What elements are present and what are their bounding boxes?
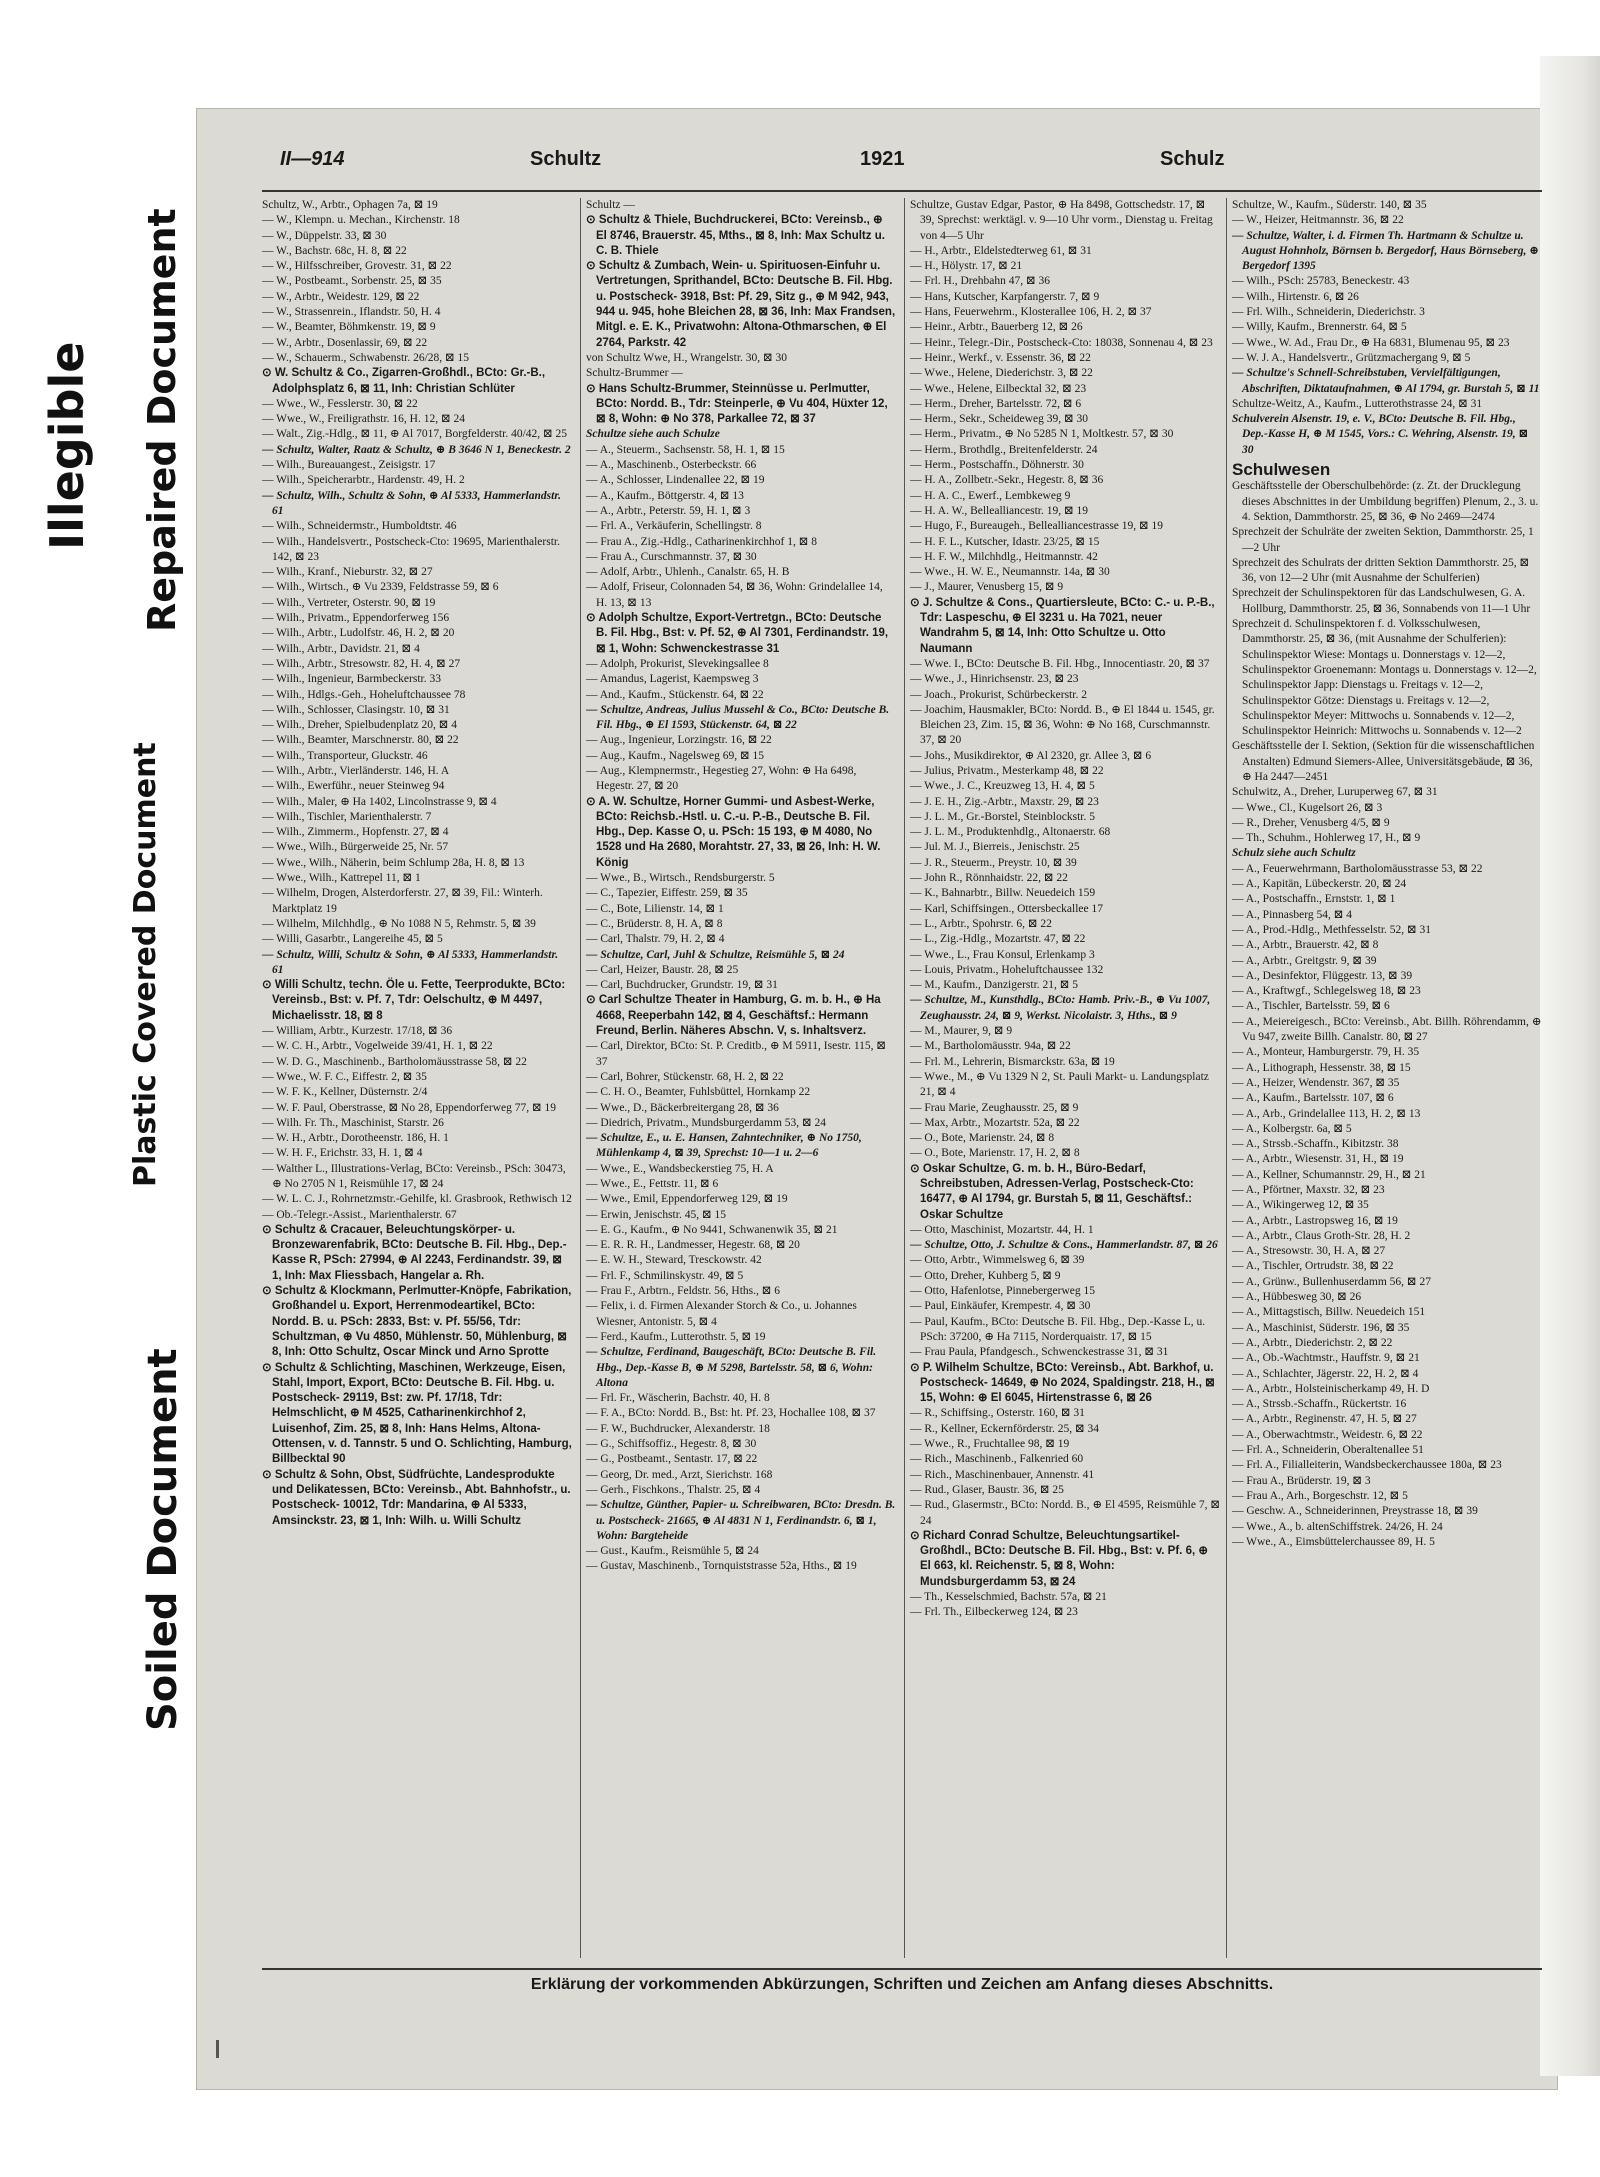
directory-entry: Schultze, W., Kaufm., Süderstr. 140, ⊠ 35: [1232, 199, 1427, 211]
directory-entry: ⊙ Willi Schultz, techn. Öle u. Fette, Teerprodukte, BCto: Vereinsb., Bst: v. Pf. 7, Tdr: Oelschultz, ⊕ M 4497, Michaelisstr. 18, ⊠ 8: [262, 979, 566, 1022]
directory-entry: — A., Kaufm., Bartelsstr. 107, ⊠ 6: [1232, 1092, 1394, 1105]
directory-entry: — A., Kellner, Schumannstr. 29, H., ⊠ 21: [1232, 1168, 1426, 1181]
directory-entry: — Th., Kesselschmied, Bachstr. 57a, ⊠ 21: [910, 1591, 1107, 1604]
directory-entry: — Ob.-Telegr.-Assist., Marienthalerstr. 67: [262, 1208, 457, 1221]
directory-entry: ⊙ Schultz & Cracauer, Beleuchtungskörper- u. Bronzewarenfabrik, BCto: Deutsche B. Fil. Hbg., Dep.-Kasse R, PSch: 27994, ⊕ Al 2243, Ferdinandstr. 39, ⊠ 1, Inh: Max Fliessbach, Hangelar a. Rh.: [262, 1223, 567, 1282]
directory-entry: — Diedrich, Privatm., Mundsburgerdamm 53, ⊠ 24: [586, 1116, 827, 1129]
directory-entry: — W., Arbtr., Dosenlassir, 69, ⊠ 22: [262, 336, 428, 349]
page-number: II—914: [280, 148, 345, 170]
directory-entry: — Felix, i. d. Firmen Alexander Storch & Co., u. Johannes Wiesner, Antonistr. 5, ⊠ 4: [586, 1300, 857, 1328]
label-repaired-document: Repaired Document: [140, 208, 184, 632]
directory-entry: — A., Heizer, Wendenstr. 367, ⊠ 35: [1232, 1076, 1400, 1089]
label-plastic-covered-document: Plastic Covered Document: [128, 742, 163, 1188]
directory-entry: — W. F. Paul, Oberstrasse, ⊠ No 28, Eppendorferweg 77, ⊠ 19: [262, 1101, 556, 1114]
directory-entry: — J. R., Steuerm., Preystr. 10, ⊠ 39: [910, 856, 1077, 869]
directory-entry: — Schultze, M., Kunsthdlg., BCto: Hamb. Priv.-B., ⊕ Vu 1007, Zeughausstr. 24, ⊠ 9, Werkst. Nicolaistr. 3, Hths., ⊠ 9: [910, 994, 1211, 1022]
page-header: [280, 148, 1540, 176]
directory-entry: — Wwe., M., ⊕ Vu 1329 N 2, St. Pauli Markt- u. Landungsplatz 21, ⊠ 4: [910, 1070, 1209, 1099]
directory-entry: — Willy, Kaufm., Brennerstr. 64, ⊠ 5: [1232, 321, 1407, 334]
directory-entry: — H. A. W., Bellealliancestr. 19, ⊠ 19: [910, 504, 1088, 517]
directory-entry: — Frau A., Brüderstr. 19, ⊠ 3: [1232, 1474, 1371, 1487]
pencil-mark: [216, 2040, 219, 2058]
directory-entry: — Wwe., Helene, Eilbecktal 32, ⊠ 23: [910, 382, 1087, 395]
directory-entry: — J., Maurer, Venusberg 15, ⊠ 9: [910, 581, 1064, 594]
directory-entry: — H. F. L., Kutscher, Idastr. 23/25, ⊠ 15: [910, 535, 1100, 548]
directory-entry: — Jul. M. J., Bierreis., Jenischstr. 25: [910, 841, 1080, 854]
scan-edge: [1540, 56, 1600, 2076]
directory-entry: — H. F. W., Milchhdlg., Heitmannstr. 42: [910, 550, 1098, 563]
directory-entry: — Gust., Kaufm., Reismühle 5, ⊠ 24: [586, 1545, 759, 1558]
directory-entry: Schulverein Alsenstr. 19, e. V., BCto: Deutsche B. Fil. Hbg., Dep.-Kasse H, ⊕ M 1545, Vors.: C. Wehring, Alsenstr. 19, ⊠ 30: [1232, 413, 1529, 456]
label-soiled-document: Soiled Document: [140, 1348, 186, 1732]
directory-entry: — Aug., Ingenieur, Lorzingstr. 16, ⊠ 22: [586, 734, 772, 747]
directory-entry: Sprechzeit des Schulrats der dritten Sektion Dammthorstr. 25, ⊠ 36, von 12—2 Uhr (mit Ausnahme der Schulferien): [1232, 556, 1530, 585]
directory-entry: — Adolf, Friseur, Colonnaden 54, ⊠ 36, Wohn: Grindelallee 14, H. 13, ⊠ 13: [586, 581, 883, 609]
directory-entry: — K., Bahnarbtr., Billw. Neuedeich 159: [910, 887, 1096, 900]
directory-entry: — Wwe., A., Eimsbüttelerchaussee 89, H. 5: [1232, 1535, 1435, 1548]
directory-column-3: [910, 198, 1220, 1958]
directory-entry: — A., Arbtr., Claus Groth-Str. 28, H. 2: [1232, 1229, 1411, 1242]
directory-column-2: [586, 198, 896, 1958]
directory-entry: — Georg, Dr. med., Arzt, Sierichstr. 168: [586, 1468, 773, 1481]
directory-entry: — Wilh., Arbtr., Vierländerstr. 146, H. A: [262, 764, 450, 777]
directory-entry: — Hans, Kutscher, Karpfangerstr. 7, ⊠ 9: [910, 290, 1100, 303]
directory-entry: — W. H., Arbtr., Dorotheenstr. 186, H. 1: [262, 1132, 449, 1145]
directory-entry: — O., Bote, Marienstr. 24, ⊠ 8: [910, 1132, 1055, 1145]
directory-entry: — A., Kraftwgf., Schlegelsweg 18, ⊠ 23: [1232, 985, 1421, 998]
directory-entry: — Schultze, Günther, Papier- u. Schreibwaren, BCto: Dresdn. B. u. Postscheck- 21665, ⊕ Al 4831 N 1, Ferdinandstr. 6, ⊠ 1, Wohn: Bargteheide: [586, 1499, 896, 1542]
directory-entry: — Frl. F., Schmilinskystr. 49, ⊠ 5: [586, 1269, 744, 1282]
directory-entry: — Gerh., Fischkons., Thalstr. 25, ⊠ 4: [586, 1483, 761, 1496]
directory-entry: — Wwe., Helene, Diederichstr. 3, ⊠ 22: [910, 367, 1093, 380]
directory-column-1: [262, 198, 572, 1958]
directory-entry: — And., Kaufm., Stückenstr. 64, ⊠ 22: [586, 688, 764, 701]
directory-entry: — Wilh., Wirtsch., ⊕ Vu 2339, Feldstrasse 59, ⊠ 6: [262, 581, 499, 594]
directory-entry: — Wwe. I., BCto: Deutsche B. Fil. Hbg., Innocentiastr. 20, ⊠ 37: [910, 657, 1210, 670]
directory-entry: — F. A., BCto: Nordd. B., Bst: ht. Pf. 23, Hochallee 108, ⊠ 37: [586, 1407, 876, 1420]
directory-entry: Schultz-Brummer —: [586, 367, 683, 380]
directory-entry: — A., Feuerwehrmann, Bartholomäusstrasse 53, ⊠ 22: [1232, 862, 1483, 875]
directory-entry: — C., Brüderstr. 8, H. A, ⊠ 8: [586, 917, 723, 930]
directory-entry: — William, Arbtr., Kurzestr. 17/18, ⊠ 36: [262, 1025, 453, 1038]
directory-entry: — Herm., Postschaffn., Döhnerstr. 30: [910, 459, 1084, 472]
directory-entry: — Wwe., J., Hinrichsenstr. 23, ⊠ 23: [910, 673, 1079, 686]
directory-entry: — Frl. Th., Eilbeckerweg 124, ⊠ 23: [910, 1606, 1078, 1619]
directory-entry: — Louis, Privatm., Hoheluftchaussee 132: [910, 963, 1104, 976]
directory-entry: — Carl, Bohrer, Stückenstr. 68, H. 2, ⊠ 22: [586, 1070, 784, 1083]
directory-entry: — Aug., Klempnermstr., Hegestieg 27, Wohn: ⊕ Ha 6498, Hegestr. 27, ⊠ 20: [586, 764, 857, 793]
directory-entry: — A., Steuerm., Sachsenstr. 58, H. 1, ⊠ 15: [586, 443, 785, 456]
directory-entry: — H. A. C., Ewerf., Lembkeweg 9: [910, 489, 1071, 502]
directory-entry: — A., Arb., Grindelallee 113, H. 2, ⊠ 13: [1232, 1107, 1421, 1120]
directory-entry: — Wilh., PSch: 25783, Beneckestr. 43: [1232, 275, 1410, 288]
directory-entry: — A., Arbtr., Wiesenstr. 31, H., ⊠ 19: [1232, 1153, 1404, 1166]
directory-entry: — Wilh., Handelsvertr., Postscheck-Cto: 19695, Marienthalerstr. 142, ⊠ 23: [262, 535, 560, 563]
directory-entry: — Schultze, Ferdinand, Baugeschäft, BCto: Deutsche B. Fil. Hbg., Dep.-Kasse B, ⊕ M 5298, Bartelsstr. 58, ⊠ 6, Wohn: Altona: [586, 1346, 877, 1389]
directory-entry: — Frl. H., Drehbahn 47, ⊠ 36: [910, 275, 1050, 288]
directory-entry: — A., Mittagstisch, Billw. Neuedeich 151: [1232, 1306, 1426, 1319]
header-right-word: Schulz: [1160, 148, 1225, 170]
directory-entry: — Otto, Maschinist, Mozartstr. 44, H. 1: [910, 1223, 1094, 1236]
directory-entry: — Wilh., Hirtenstr. 6, ⊠ 26: [1232, 290, 1359, 303]
directory-entry: — Rud., Glaser, Baustr. 36, ⊠ 25: [910, 1483, 1064, 1496]
directory-entry: — Wwe., Cl., Kugelsort 26, ⊠ 3: [1232, 801, 1383, 814]
directory-entry: — W. F. K., Kellner, Düsternstr. 2/4: [262, 1086, 428, 1099]
directory-entry: — Wwe., Wilh., Kattrepel 11, ⊠ 1: [262, 872, 421, 885]
footer-rule: [262, 1968, 1542, 1970]
directory-entry: — Wwe., Wilh., Bürgerweide 25, Nr. 57: [262, 841, 449, 854]
directory-entry: Sprechzeit d. Schulinspektoren f. d. Volksschulwesen, Dammthorstr. 25, ⊠ 36, (mit Ausnahme der Schulferien): Schulinspektor Wiese: Montags u. Donnerstags v. 12—2, Schulinspektor Groenemann: Montags u. Donnerstags v. 12—2, Schulinspektor Japp: Dienstags u. Freitags v. 12—2, Schulinspektor Götze: Dienstags u. Freitags v. 12—2, Schulinspektor Meyer: Mittwochs u. Sonnabends v. 12—2, Schulinspektor Heinrich: Mittwochs u. Sonnabends v. 12—2: [1232, 618, 1537, 738]
directory-entry: — Wilh., Arbtr., Ludolfstr. 46, H. 2, ⊠ 20: [262, 627, 455, 640]
directory-entry: — Hugo, F., Bureaugeh., Bellealliancestrasse 19, ⊠ 19: [910, 520, 1164, 533]
directory-entry: ⊙ Schultz & Sohn, Obst, Südfrüchte, Landesprodukte und Delikatessen, BCto: Vereinsb., Abt. Bahnhofstr., u. Postscheck- 10012, Tdr: Mandarina, ⊕ Al 5333, Amsinckstr. 23, ⊠ 1, Inh: Wilh. u. Willi Schultz: [262, 1468, 571, 1527]
directory-entry: von Schultz Wwe, H., Wrangelstr. 30, ⊠ 30: [586, 351, 788, 364]
directory-entry: — A., Strssb.-Schaffn., Rückertstr. 16: [1232, 1398, 1407, 1411]
directory-entry: — J. E. H., Zig.-Arbtr., Maxstr. 29, ⊠ 23: [910, 795, 1099, 808]
directory-entry: Schultze-Weitz, A., Kaufm., Lutterothstrasse 24, ⊠ 31: [1232, 397, 1483, 410]
directory-entry: — Paul, Einkäufer, Krempestr. 4, ⊠ 30: [910, 1300, 1091, 1313]
directory-entry: ⊙ Carl Schultze Theater in Hamburg, G. m. b. H., ⊕ Ha 4668, Reeperbahn 142, ⊠ 4, Geschäftsf.: Hermann Freund, Berlin. Näheres Abschn. V, s. Inhaltsverz.: [586, 994, 881, 1038]
directory-entry: — A., Schlosser, Lindenallee 22, ⊠ 19: [586, 474, 765, 487]
directory-entry: Schultz, W., Arbtr., Ophagen 7a, ⊠ 19: [262, 199, 438, 211]
directory-entry: — A., Postschaffn., Ernststr. 1, ⊠ 1: [1232, 893, 1396, 906]
directory-entry: — Max, Arbtr., Mozartstr. 52a, ⊠ 22: [910, 1116, 1080, 1129]
directory-entry: — Geschw. A., Schneiderinnen, Preystrasse 18, ⊠ 39: [1232, 1505, 1478, 1518]
directory-entry: — Wwe., L., Frau Konsul, Erlenkamp 3: [910, 948, 1095, 961]
directory-entry: — Otto, Hafenlotse, Pinnebergerweg 15: [910, 1285, 1096, 1298]
directory-entry: — Schultz, Wilh., Schultz & Sohn, ⊕ Al 5333, Hammerlandstr. 61: [262, 489, 562, 517]
directory-entry: — Wilh., Maler, ⊕ Ha 1402, Lincolnstrasse 9, ⊠ 4: [262, 795, 497, 808]
directory-entry: — W. C. H., Arbtr., Vogelweide 39/41, H. 1, ⊠ 22: [262, 1040, 493, 1053]
directory-entry: — W., Düppelstr. 33, ⊠ 30: [262, 229, 387, 242]
directory-entry: — Wwe., Wilh., Näherin, beim Schlump 28a, H. 8, ⊠ 13: [262, 856, 525, 869]
directory-entry: Schulwitz, A., Dreher, Luruperweg 67, ⊠ 31: [1232, 786, 1438, 799]
header-rule: [262, 190, 1542, 192]
directory-entry: — Rich., Maschinenbauer, Annenstr. 41: [910, 1468, 1095, 1481]
directory-entry: ⊙ Schultz & Schlichting, Maschinen, Werkzeuge, Eisen, Stahl, Import, Export, BCto: Deutsche B. Fil. Hbg. u. Postscheck- 29119, Bst: zw. Pf. 17/18, Tdr: Helmschlicht, ⊕ M 4525, Catharinenkirchhof 2, Luisenhof, Zim. 25, ⊠ 8, Inh: Hans Helms, Altona-Ottensen, v. d. Tannstr. 5 und O. Schlichting, Hamburg, Billbecktal 90: [262, 1361, 572, 1466]
directory-entry: Geschäftsstelle der Oberschulbehörde: (z. Zt. der Drucklegung dieses Abschnittes in der Umbildung begriffen) Plenum, 2., 3. u. 4. Sektion, Dammthorstr. 25, ⊠ 36, ⊕ No 2469—2474: [1232, 480, 1539, 523]
directory-entry: — Heinr., Arbtr., Bauerberg 12, ⊠ 26: [910, 321, 1083, 334]
directory-entry: — A., Arbtr., Lastropsweg 16, ⊠ 19: [1232, 1214, 1398, 1227]
directory-entry: — Frl. A., Filialleiterin, Wandsbeckerchaussee 180a, ⊠ 23: [1232, 1459, 1502, 1472]
directory-entry: — Frl. Wilh., Schneiderin, Diederichstr. 3: [1232, 306, 1425, 319]
directory-entry: — A., Arbtr., Reginenstr. 47, H. 5, ⊠ 27: [1232, 1413, 1417, 1426]
directory-entry: — W., Bachstr. 68c, H. 8, ⊠ 22: [262, 244, 407, 257]
directory-entry: — A., Arbtr., Holsteinischerkamp 49, H. D: [1232, 1382, 1430, 1395]
directory-entry: — Frau Marie, Zeughausstr. 25, ⊠ 9: [910, 1101, 1079, 1114]
directory-entry: — A., Hübbesweg 30, ⊠ 26: [1232, 1291, 1362, 1304]
directory-entry: — G., Schiffsoffiz., Hegestr. 8, ⊠ 30: [586, 1438, 757, 1451]
directory-entry: ⊙ Hans Schultz-Brummer, Steinnüsse u. Perlmutter, BCto: Nordd. B., Tdr: Steinperle, ⊕ Vu 404, Hüxter 12, ⊠ 8, Wohn: ⊕ No 378, Parkallee 72, ⊠ 37: [586, 382, 888, 426]
directory-entry: ⊙ Oskar Schultze, G. m. b. H., Büro-Bedarf, Schreibstuben, Adressen-Verlag, Postscheck-Cto: 16477, ⊕ Al 1794, gr. Burstah 5, ⊠ 11, Geschäftsf.: Oskar Schultze: [910, 1162, 1194, 1221]
directory-entry: — Karl, Schiffsingen., Ottersbeckallee 17: [910, 902, 1103, 915]
directory-entry: — Wwe., W. F. C., Eiffestr. 2, ⊠ 35: [262, 1070, 427, 1083]
directory-entry: — R., Schiffsing., Osterstr. 160, ⊠ 31: [910, 1407, 1085, 1420]
directory-entry: — Wwe., H. W. E., Neumannstr. 14a, ⊠ 30: [910, 566, 1110, 579]
directory-entry: Sprechzeit der Schulinspektoren für das Landschulwesen, G. A. Hollburg, Dammthorstr. 25, ⊠ 36, Sonnabends von 11—1 Uhr: [1232, 587, 1531, 615]
directory-entry: — H., Hölystr. 17, ⊠ 21: [910, 260, 1023, 273]
directory-entry: — Wwe., E., Wandsbeckerstieg 75, H. A: [586, 1162, 774, 1175]
directory-entry: — M., Bartholomäusstr. 94a, ⊠ 22: [910, 1040, 1071, 1053]
directory-entry: Schultze siehe auch Schulze: [586, 428, 720, 441]
directory-entry: — A., Pförtner, Maxstr. 32, ⊠ 23: [1232, 1184, 1385, 1196]
directory-entry: — L., Arbtr., Spohrstr. 6, ⊠ 22: [910, 917, 1052, 930]
directory-entry: — A., Lithograph, Hessenstr. 38, ⊠ 15: [1232, 1061, 1411, 1074]
directory-entry: — O., Bote, Marienstr. 17, H. 2, ⊠ 8: [910, 1147, 1080, 1160]
directory-entry: — A., Kapitän, Lübeckerstr. 20, ⊠ 24: [1232, 878, 1407, 891]
directory-entry: — Wwe., W., Freiligrathstr. 16, H. 12, ⊠ 24: [262, 413, 465, 426]
directory-entry: — A., Kolbergstr. 6a, ⊠ 5: [1232, 1122, 1352, 1135]
directory-entry: — Herm., Dreher, Bartelsstr. 72, ⊠ 6: [910, 397, 1082, 410]
directory-entry: — Wilh., Zimmerm., Hopfenstr. 27, ⊠ 4: [262, 826, 449, 839]
directory-entry: — A., Arbtr., Brauerstr. 42, ⊠ 8: [1232, 939, 1379, 952]
directory-entry: — W., Klempn. u. Mechan., Kirchenstr. 18: [262, 214, 460, 227]
directory-entry: — Wilh., Arbtr., Stresowstr. 82, H. 4, ⊠ 27: [262, 657, 461, 670]
directory-entry: — J. L. M., Produktenhdlg., Altonaerstr. 68: [910, 826, 1111, 839]
directory-entry: — Wwe., E., Fettstr. 11, ⊠ 6: [586, 1178, 719, 1190]
directory-entry: Geschäftsstelle der I. Sektion, (Sektion für die wissenschaftlichen Anstalten) Edmund Siemers-Allee, Universitätsgebäude, ⊠ 36, ⊕ Ha 2447—2451: [1232, 740, 1535, 783]
directory-entry: — R., Kellner, Eckernförderstr. 25, ⊠ 34: [910, 1422, 1099, 1435]
directory-entry: — Herm., Brothdlg., Breitenfelderstr. 24: [910, 443, 1098, 456]
directory-entry: — A., Tischler, Ortrudstr. 38, ⊠ 22: [1232, 1260, 1394, 1273]
directory-entry: — Schultze, Carl, Juhl & Schultze, Reismühle 5, ⊠ 24: [586, 948, 845, 961]
directory-entry: — W., Beamter, Böhmkenstr. 19, ⊠ 9: [262, 321, 436, 334]
directory-entry: — W., Hilfsschreiber, Grovestr. 31, ⊠ 22: [262, 260, 452, 273]
directory-entry: — Erwin, Jenischstr. 45, ⊠ 15: [586, 1208, 726, 1221]
directory-entry: Schultze, Gustav Edgar, Pastor, ⊕ Ha 8498, Gottschedstr. 17, ⊠ 39, Sprechst: werktägl. v. 9—10 Uhr vorm., Dienstag u. Freitag von 4—5 Uhr: [910, 199, 1213, 242]
directory-entry: — Wilh., Privatm., Eppendorferweg 156: [262, 612, 450, 625]
directory-entry: — Walther L., Illustrations-Verlag, BCto: Vereinsb., PSch: 30473, ⊕ No 2705 N 1, Reismühle 17, ⊠ 24: [262, 1162, 566, 1190]
directory-entry: — Walt., Zig.-Hdlg., ⊠ 11, ⊕ Al 7017, Borgfelderstr. 40/42, ⊠ 25: [262, 428, 568, 441]
directory-entry: — A., Desinfektor, Flüggestr. 13, ⊠ 39: [1232, 969, 1413, 982]
directory-entry: — Wilhelm, Drogen, Alsterdorferstr. 27, ⊠ 39, Fil.: Winterh. Marktplatz 19: [262, 887, 543, 915]
directory-entry: ⊙ Adolph Schultze, Export-Vertretgn., BCto: Deutsche B. Fil. Hbg., Bst: v. Pf. 52, ⊕ Al 7301, Ferdinandstr. 19, ⊠ 1, Wohn: Schwenckestrasse 31: [586, 612, 889, 655]
directory-entry: — A., Arbtr., Greitgstr. 9, ⊠ 39: [1232, 954, 1377, 967]
directory-entry: ⊙ J. Schultze & Cons., Quartiersleute, BCto: C.- u. P.-B., Tdr: Laspeschu, ⊕ El 3231 u. Ha 7021, neuer Wandrahm 5, ⊠ 14, Inh: Otto Schultze u. Otto Naumann: [910, 596, 1215, 655]
directory-entry: — A., Ob.-Wachtmstr., Hauffstr. 9, ⊠ 21: [1232, 1352, 1420, 1365]
directory-entry: — Wilh., Arbtr., Davidstr. 21, ⊠ 4: [262, 642, 420, 655]
directory-entry: — F. W., Buchdrucker, Alexanderstr. 18: [586, 1422, 770, 1435]
directory-entry: — Herm., Privatm., ⊕ No 5285 N 1, Moltkestr. 57, ⊠ 30: [910, 428, 1174, 441]
directory-entry: — Frl. A., Verkäuferin, Schellingstr. 8: [586, 520, 762, 533]
directory-entry: — Aug., Kaufm., Nagelsweg 69, ⊠ 15: [586, 749, 764, 762]
header-year: 1921: [860, 148, 905, 170]
directory-entry: — Schultz, Willi, Schultz & Sohn, ⊕ Al 5333, Hammerlandstr. 61: [262, 948, 559, 976]
directory-entry: — A., Pinnasberg 54, ⊠ 4: [1232, 908, 1352, 921]
directory-entry: — A., Grünw., Bullenhuserdamm 56, ⊠ 27: [1232, 1275, 1431, 1288]
column-divider: [580, 198, 581, 1958]
directory-entry: — Wwe., A., b. altenSchiffstrek. 24/26, H. 24: [1232, 1520, 1443, 1533]
directory-entry: — Schultze's Schnell-Schreibstuben, Vervielfältigungen, Abschriften, Diktataufnahmen, ⊕ Al 1794, gr. Burstah 5, ⊠ 11: [1232, 367, 1540, 395]
directory-entry: — C., Bote, Lilienstr. 14, ⊠ 1: [586, 902, 724, 915]
directory-entry: — Wilhelm, Milchhdlg., ⊕ No 1088 N 5, Rehmstr. 5, ⊠ 39: [262, 917, 536, 930]
directory-entry: — A., Wikingerweg 12, ⊠ 35: [1232, 1199, 1369, 1212]
directory-entry: — W., Strassenrein., Iflandstr. 50, H. 4: [262, 306, 441, 319]
directory-entry: — Adolph, Prokurist, Slevekingsallee 8: [586, 657, 769, 670]
directory-entry: — W., Arbtr., Weidestr. 129, ⊠ 22: [262, 290, 420, 303]
directory-entry: — John R., Rönnhaidstr. 22, ⊠ 22: [910, 872, 1068, 885]
directory-entry: — W. D. G., Maschinenb., Bartholomäusstrasse 58, ⊠ 22: [262, 1055, 527, 1068]
directory-entry: — W., Schauerm., Schwabenstr. 26/28, ⊠ 15: [262, 351, 470, 364]
directory-entry: — Schultze, Otto, J. Schultze & Cons., Hammerlandstr. 87, ⊠ 26: [910, 1239, 1218, 1252]
directory-entry: — A., Stresowstr. 30, H. A, ⊠ 27: [1232, 1245, 1386, 1258]
directory-entry: — Wilh., Ewerführ., neuer Steinweg 94: [262, 780, 445, 793]
directory-entry: ⊙ Schultz & Thiele, Buchdruckerei, BCto: Vereinsb., ⊕ El 8746, Brauerstr. 45, Mths., ⊠ 8, Inh: Max Schultz u. C. B. Thiele: [586, 214, 885, 257]
directory-entry: Schulz siehe auch Schultz: [1232, 847, 1356, 860]
directory-entry: ⊙ Schultz & Zumbach, Wein- u. Spirituosen-Einfuhr u. Vertretungen, Sprithandel, BCto: Deutsche B. Fil. Hbg. u. Postscheck- 3918, Bst: Pf. 29, Sitz g., ⊕ M 942, 943, 944 u. 945, hohe Bleichen 28, ⊠ 36, Inh: Max Frandsen, Mitgl. e. E. K., Privatwohn: Altona-Othmarschen, ⊕ El 2764, Parkstr. 42: [586, 260, 896, 349]
directory-entry: — Adolf, Arbtr., Uhlenh., Canalstr. 65, H. B: [586, 566, 790, 579]
directory-entry: — M., Kaufm., Danzigerstr. 21, ⊠ 5: [910, 979, 1079, 992]
directory-entry: — C. H. O., Beamter, Fuhlsbüttel, Hornkamp 22: [586, 1086, 811, 1099]
directory-entry: Schultz —: [586, 199, 635, 211]
directory-entry: — Frl. A., Schneiderin, Oberaltenallee 51: [1232, 1444, 1424, 1457]
directory-entry: — Carl, Buchdrucker, Grundstr. 19, ⊠ 31: [586, 979, 778, 992]
directory-entry: — Wilh., Beamter, Marschnerstr. 80, ⊠ 22: [262, 734, 459, 747]
directory-entry: — Frau A., Zig.-Hdlg., Catharinenkirchhof 1, ⊠ 8: [586, 535, 817, 548]
directory-entry: — W., Postbeamt., Sorbenstr. 25, ⊠ 35: [262, 275, 442, 288]
directory-entry: — Frau F., Arbtrn., Feldstr. 56, Hths., ⊠ 6: [586, 1285, 781, 1298]
directory-entry: — Wilh. Fr. Th., Maschinist, Starstr. 26: [262, 1116, 444, 1129]
column-divider: [1226, 198, 1227, 1958]
directory-entry: ⊙ Richard Conrad Schultze, Beleuchtungsartikel-Großhdl., BCto: Deutsche B. Fil. Hbg., Bst: v. Pf. 6, ⊕ El 663, kl. Reichenstr. 5, ⊠ 8, Wohn: Mundsburgerdamm 53, ⊠ 24: [910, 1529, 1208, 1588]
directory-entry: — Schultze, E., u. E. Hansen, Zahntechniker, ⊕ No 1750, Mühlenkamp 4, ⊠ 39, Sprechst: 10—1 u. 2—6: [586, 1132, 862, 1160]
directory-entry: — Wilh., Hdlgs.-Geh., Hoheluftchaussee 78: [262, 688, 466, 701]
directory-entry: — M., Maurer, 9, ⊠ 9: [910, 1025, 1013, 1038]
directory-entry: — Wilh., Bureauangest., Zeisigstr. 17: [262, 459, 436, 472]
directory-entry: — Wwe., J. C., Kreuzweg 13, H. 4, ⊠ 5: [910, 780, 1095, 793]
directory-entry: — Wilh., Speicherarbtr., Hardenstr. 49, H. 2: [262, 474, 465, 487]
directory-entry: — Frau A., Curschmannstr. 37, ⊠ 30: [586, 550, 757, 563]
directory-entry: — A., Monteur, Hamburgerstr. 79, H. 35: [1232, 1046, 1420, 1059]
directory-entry: — Wwe., Emil, Eppendorferweg 129, ⊠ 19: [586, 1193, 788, 1206]
directory-entry: — Hans, Feuerwehrm., Klosterallee 106, H. 2, ⊠ 37: [910, 306, 1152, 319]
directory-entry: — L., Zig.-Hdlg., Mozartstr. 47, ⊠ 22: [910, 933, 1086, 946]
directory-entry: — A., Strssb.-Schaffn., Kibitzstr. 38: [1232, 1138, 1399, 1151]
directory-entry: — Wwe., D., Bäckerbreitergang 28, ⊠ 36: [586, 1101, 779, 1114]
directory-entry: — Wilh., Dreher, Spielbudenplatz 20, ⊠ 4: [262, 719, 458, 732]
directory-entry: — E. G., Kaufm., ⊕ No 9441, Schwanenwik 35, ⊠ 21: [586, 1223, 838, 1236]
directory-entry: — Otto, Arbtr., Wimmelsweg 6, ⊠ 39: [910, 1254, 1085, 1267]
directory-entry: — A., Prod.-Hdlg., Methfesselstr. 52, ⊠ 31: [1232, 923, 1432, 936]
directory-entry: — Wilh., Kranf., Nieburstr. 32, ⊠ 27: [262, 566, 433, 579]
directory-entry: — Schultz, Walter, Raatz & Schultz, ⊕ B 3646 N 1, Beneckestr. 2: [262, 443, 571, 456]
directory-entry: — Schultze, Andreas, Julius Mussehl & Co., BCto: Deutsche B. Fil. Hbg., ⊕ El 1593, Stückenstr. 64, ⊠ 22: [586, 703, 890, 732]
directory-entry: — H., Arbtr., Eldelstedterweg 61, ⊠ 31: [910, 244, 1092, 257]
directory-entry: — Willi, Gasarbtr., Langereihe 45, ⊠ 5: [262, 933, 443, 946]
directory-entry: — Wwe., W., Fesslerstr. 30, ⊠ 22: [262, 397, 418, 410]
directory-entry: — C., Tapezier, Eiffestr. 259, ⊠ 35: [586, 887, 748, 900]
directory-entry: — A., Arbtr., Peterstr. 59, H. 1, ⊠ 3: [586, 504, 751, 517]
directory-entry: — Herm., Sekr., Scheideweg 39, ⊠ 30: [910, 413, 1088, 426]
directory-entry: — Paul, Kaufm., BCto: Deutsche B. Fil. Hbg., Dep.-Kasse L, u. PSch: 37200, ⊕ Ha 7115, Norderquaistr. 17, ⊠ 15: [910, 1315, 1206, 1343]
directory-entry: — W. L. C. J., Rohrnetzmstr.-Gehilfe, kl. Grasbrook, Rethwisch 12: [262, 1193, 572, 1206]
directory-entry: ⊙ W. Schultz & Co., Zigarren-Großhdl., BCto: Gr.-B., Adolphsplatz 6, ⊠ 11, Inh: Christian Schlüter: [262, 367, 546, 395]
directory-entry: ⊙ A. W. Schultze, Horner Gummi- und Asbest-Werke, BCto: Reichsb.-Hstl. u. C.-u. P.-B., Deutsche B. Fil. Hbg., Dep. Kasse O, u. PSch: 15 193, ⊕ M 4080, No 1528 und Ha 2680, Morahtstr. 27, 33, ⊠ 26, Inh: H. W. König: [586, 795, 881, 869]
directory-entry: — Wwe., R., Fruchtallee 98, ⊠ 19: [910, 1438, 1070, 1451]
column-divider: [904, 198, 905, 1958]
directory-entry: — A., Arbtr., Diederichstr. 2, ⊠ 22: [1232, 1336, 1393, 1349]
footer-note: Erklärung der vorkommenden Abkürzungen, Schriften und Zeichen am Anfang dieses Abschnitts.: [530, 1976, 1274, 1993]
directory-entry: — Frau Paula, Pfandgesch., Schwenckestrasse 31, ⊠ 31: [910, 1346, 1169, 1359]
directory-entry: — A., Oberwachtmstr., Weidestr. 6, ⊠ 22: [1232, 1428, 1423, 1441]
directory-entry: — Carl, Direktor, BCto: St. P. Creditb., ⊕ M 5911, Isestr. 115, ⊠ 37: [586, 1040, 887, 1068]
directory-entry: — Frau A., Arh., Borgeschstr. 12, ⊠ 5: [1232, 1489, 1408, 1502]
directory-entry: — Wilh., Vertreter, Osterstr. 90, ⊠ 19: [262, 596, 436, 609]
directory-entry: — Wilh., Transporteur, Gluckstr. 46: [262, 749, 428, 762]
directory-entry: — Joach., Prokurist, Schürbeckerstr. 2: [910, 688, 1087, 701]
section-heading: Schulwesen: [1232, 460, 1331, 480]
directory-entry: — Carl, Heizer, Baustr. 28, ⊠ 25: [586, 963, 739, 976]
directory-entry: — Wilh., Ingenieur, Barmbeckerstr. 33: [262, 673, 441, 686]
directory-entry: — A., Meiereigesch., BCto: Vereinsb., Abt. Billh. Röhrendamm, ⊕ Vu 947, zweite Billh. Canalstr. 80, ⊠ 27: [1232, 1015, 1542, 1044]
directory-entry: — A., Kaufm., Böttgerstr. 4, ⊠ 13: [586, 489, 744, 502]
directory-entry: — Joachim, Hausmakler, BCto: Nordd. B., ⊕ El 1844 u. 1545, gr. Bleichen 23, Zim. 15, ⊠ 36, Wohn: ⊕ No 168, Curschmannstr. 37, ⊠ 20: [910, 703, 1215, 747]
directory-entry: — H. A., Zollbetr.-Sekr., Hegestr. 8, ⊠ 36: [910, 474, 1104, 487]
directory-entry: — Amandus, Lagerist, Kaempsweg 3: [586, 673, 759, 686]
directory-entry: — G., Postbeamt., Sentastr. 17, ⊠ 22: [586, 1453, 758, 1466]
directory-entry: — Wilh., Schneidermstr., Humboldtstr. 46: [262, 520, 457, 533]
directory-entry: — Wwe., W. Ad., Frau Dr., ⊕ Ha 6831, Blumenau 95, ⊠ 23: [1232, 336, 1510, 349]
directory-entry: — R., Dreher, Venusberg 4/5, ⊠ 9: [1232, 816, 1390, 829]
directory-entry: — Schultze, Walter, i. d. Firmen Th. Hartmann & Schultze u. August Hohnholz, Börnsen b. Bergedorf, Haus Börnseberg, ⊕ Bergedorf 1395: [1232, 229, 1539, 273]
directory-entry: — A., Tischler, Bartelsstr. 59, ⊠ 6: [1232, 1000, 1390, 1013]
directory-entry: — A., Maschinenb., Osterbeckstr. 66: [586, 459, 757, 472]
directory-entry: — W. J. A., Handelsvertr., Grützmachergang 9, ⊠ 5: [1232, 351, 1471, 364]
directory-entry: — A., Maschinist, Süderstr. 196, ⊠ 35: [1232, 1321, 1410, 1334]
directory-entry: — Wilh., Schlosser, Clasingstr. 10, ⊠ 31: [262, 703, 450, 716]
directory-entry: — Heinr., Werkf., v. Essenstr. 36, ⊠ 22: [910, 351, 1091, 364]
directory-entry: ⊙ Schultz & Klockmann, Perlmutter-Knöpfe, Fabrikation, Großhandel u. Export, Herrenmodeartikel, BCto: Nordd. B. u. PSch: 2833, Bst: v. Pf. 55/56, Tdr: Schultzman, ⊕ Vu 4850, Mühlenstr. 50, Mühlenburg, ⊠ 8, Inh: Otto Schultz, Oscar Minck und Arno Sprotte: [262, 1285, 572, 1359]
directory-entry: — Otto, Dreher, Kuhberg 5, ⊠ 9: [910, 1269, 1061, 1282]
directory-entry: ⊙ P. Wilhelm Schultze, BCto: Vereinsb., Abt. Barkhof, u. Postscheck- 14649, ⊕ No 2024, Spaldingstr. 218, H., ⊠ 15, Wohn: ⊕ El 6045, Hirtenstrasse 6, ⊠ 26: [910, 1361, 1215, 1405]
directory-entry: — W. H. F., Erichstr. 33, H. 1, ⊠ 4: [262, 1147, 423, 1160]
header-left-word: Schultz: [530, 148, 602, 170]
directory-entry: — A., Schlachter, Jägerstr. 22, H. 2, ⊠ 4: [1232, 1367, 1419, 1380]
directory-column-4: [1232, 198, 1542, 1958]
directory-entry: — Julius, Privatm., Mesterkamp 48, ⊠ 22: [910, 764, 1104, 777]
directory-entry: Sprechzeit der Schulräte der zweiten Sektion, Dammthorstr. 25, 1—2 Uhr: [1232, 526, 1534, 554]
directory-entry: — Frl. M., Lehrerin, Bismarckstr. 63a, ⊠ 19: [910, 1055, 1115, 1068]
label-illegible: Illegible: [40, 341, 94, 551]
directory-entry: — W., Heizer, Heitmannstr. 36, ⊠ 22: [1232, 214, 1404, 227]
directory-entry: — Ferd., Kaufm., Lutterothstr. 5, ⊠ 19: [586, 1330, 766, 1343]
directory-entry: — Carl, Thalstr. 79, H. 2, ⊠ 4: [586, 933, 725, 946]
directory-entry: — E. R. R. H., Landmesser, Hegestr. 68, ⊠ 20: [586, 1239, 800, 1252]
directory-entry: — Johs., Musikdirektor, ⊕ Al 2320, gr. Allee 3, ⊠ 6: [910, 749, 1152, 762]
directory-entry: — J. L. M., Gr.-Borstel, Steinblockstr. 5: [910, 810, 1095, 823]
directory-entry: — Gustav, Maschinenb., Tornquiststrasse 52a, Hths., ⊠ 19: [586, 1560, 857, 1573]
directory-entry: — Frl. Fr., Wäscherin, Bachstr. 40, H. 8: [586, 1392, 770, 1405]
directory-entry: — Rud., Glasermstr., BCto: Nordd. B., ⊕ El 4595, Reismühle 7, ⊠ 24: [910, 1499, 1220, 1527]
directory-entry: — Wilh., Tischler, Marienthalerstr. 7: [262, 810, 432, 823]
directory-entry: — Heinr., Telegr.-Dir., Postscheck-Cto: 18038, Sonnenau 4, ⊠ 23: [910, 336, 1213, 349]
directory-entry: — Rich., Maschinenb., Falkenried 60: [910, 1453, 1084, 1466]
directory-entry: — Wwe., B., Wirtsch., Rendsburgerstr. 5: [586, 872, 775, 885]
directory-entry: — E. W. H., Steward, Tresckowstr. 42: [586, 1254, 762, 1267]
directory-entry: — Th., Schuhm., Hohlerweg 17, H., ⊠ 9: [1232, 832, 1421, 845]
